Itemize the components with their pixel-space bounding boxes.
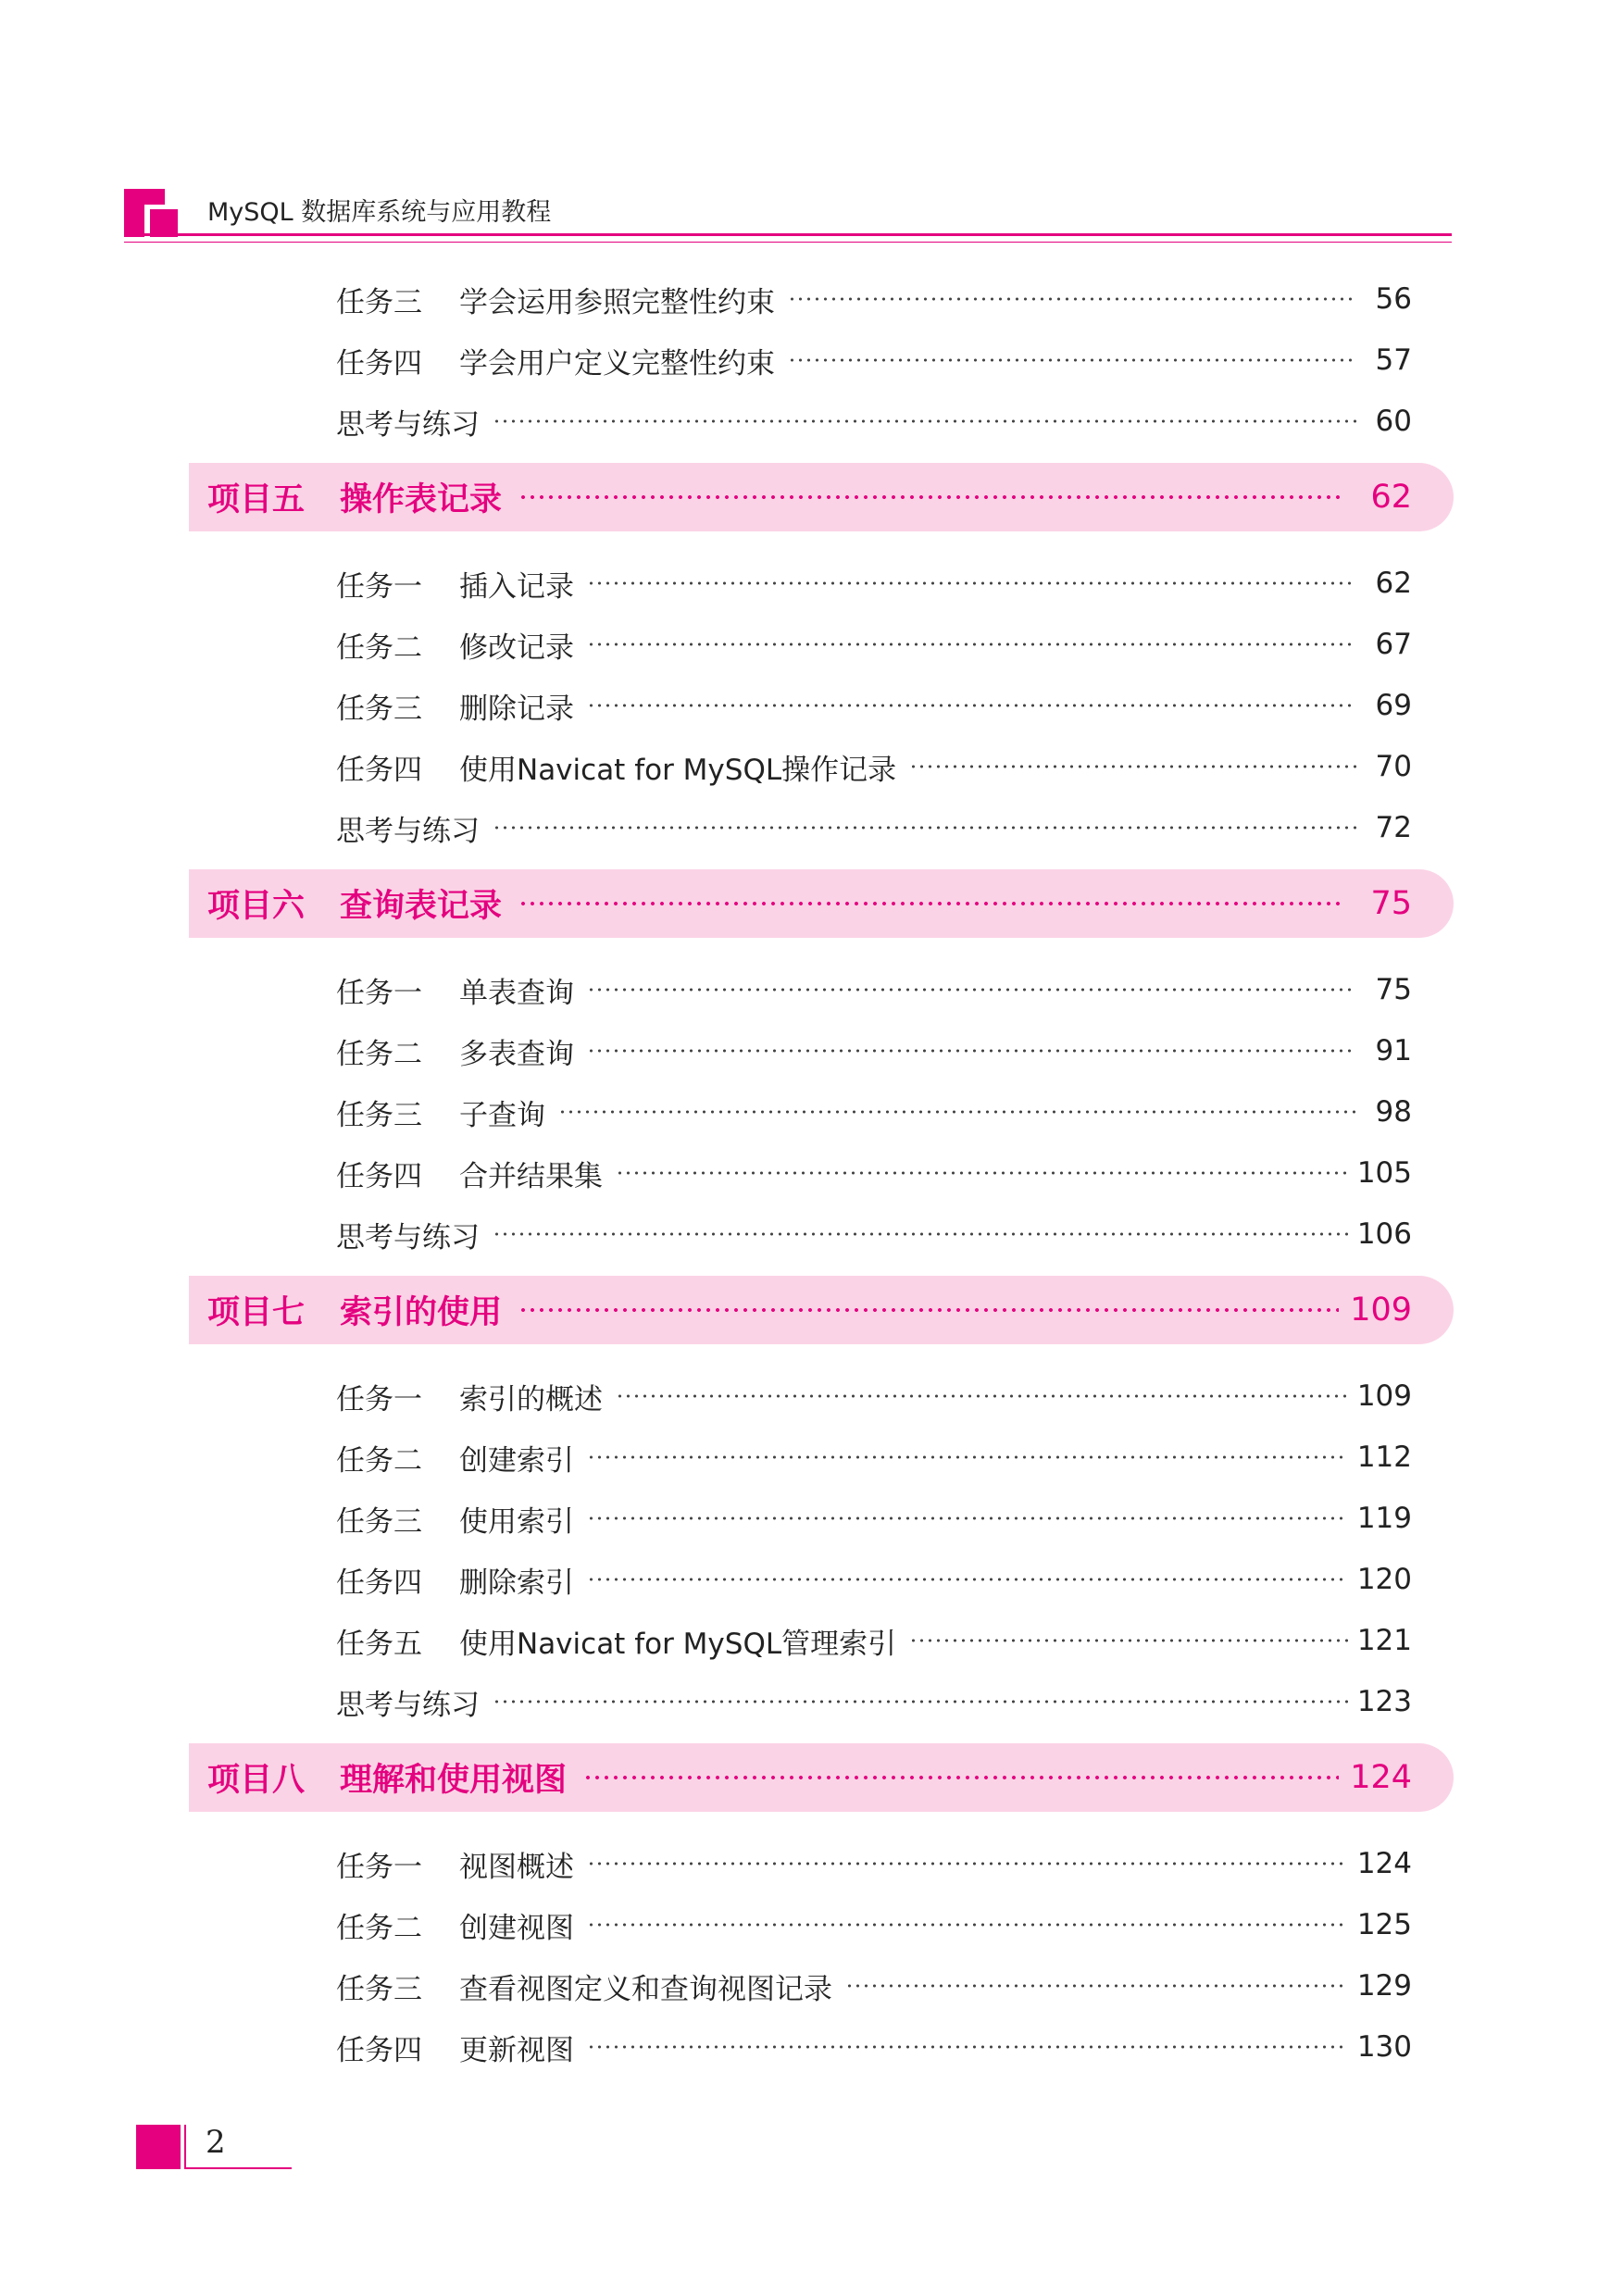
project-number: 项目五	[207, 481, 306, 518]
project-page: 109	[1350, 1292, 1412, 1329]
toc-entry-title: 使用Navicat for MySQL操作记录	[459, 753, 897, 787]
toc-entry-number: 任务一	[336, 569, 422, 604]
toc-entry[interactable]	[336, 1032, 1412, 1069]
toc-entry-number: 任务一	[336, 1382, 422, 1416]
toc-entry-title: 合并结果集	[459, 1159, 603, 1193]
toc-entry-page: 60	[1375, 405, 1412, 438]
project-number: 项目八	[207, 1762, 306, 1799]
toc-entry-title: 思考与练习	[336, 814, 480, 848]
toc-entry-page: 91	[1375, 1034, 1412, 1067]
toc-entry-title: 多表查询	[459, 1037, 574, 1071]
toc-entry-page: 62	[1375, 567, 1412, 600]
dot-leader	[845, 1983, 1348, 1989]
toc-entry-title: 使用Navicat for MySQL管理索引	[459, 1627, 897, 1661]
dot-leader	[587, 1861, 1348, 1866]
dot-leader	[587, 2044, 1348, 2050]
toc-entry-page: 67	[1375, 628, 1412, 661]
toc-entry-number: 任务二	[336, 1443, 422, 1478]
toc-entry[interactable]	[336, 1154, 1412, 1192]
toc-entry-title: 删除记录	[459, 692, 574, 726]
toc-entry[interactable]	[336, 281, 1412, 318]
toc-entry[interactable]	[336, 971, 1412, 1008]
toc-entry[interactable]	[336, 1500, 1412, 1537]
toc-entry-number: 任务三	[336, 285, 422, 319]
dot-leader	[493, 1699, 1348, 1704]
dot-leader	[616, 1393, 1348, 1399]
toc-entry-number: 任务四	[336, 346, 422, 381]
dot-leader	[558, 1109, 1356, 1115]
dot-leader	[587, 1516, 1348, 1521]
toc-entry-title: 思考与练习	[336, 407, 480, 442]
toc-entry-title: 查看视图定义和查询视图记录	[459, 1972, 832, 2006]
project-title: 操作表记录	[340, 481, 503, 518]
dot-leader	[583, 1775, 1339, 1780]
toc-entry-title: 学会用户定义完整性约束	[459, 346, 775, 381]
toc-entry-page: 124	[1356, 1847, 1412, 1880]
toc-entry-number: 任务一	[336, 1850, 422, 1884]
toc-entry-page: 125	[1356, 1908, 1412, 1941]
toc-entry-page: 119	[1356, 1502, 1412, 1535]
dot-leader	[587, 1454, 1348, 1460]
project-page: 75	[1370, 885, 1412, 922]
toc-entry-title: 学会运用参照完整性约束	[459, 285, 775, 319]
toc-entry-page: 72	[1375, 811, 1412, 844]
dot-leader	[493, 418, 1356, 424]
toc-entry[interactable]	[336, 1845, 1412, 1882]
toc-entry-title: 修改记录	[459, 630, 574, 665]
toc-entry[interactable]	[336, 626, 1412, 663]
toc-entry[interactable]	[336, 1561, 1412, 1598]
toc-entry-page: 130	[1356, 2030, 1412, 2064]
toc-entry-page: 121	[1356, 1624, 1412, 1657]
dot-leader	[616, 1170, 1348, 1176]
dot-leader	[788, 357, 1356, 363]
dot-leader	[909, 764, 1356, 769]
toc-entry-title: 思考与练习	[336, 1688, 480, 1722]
toc-entry-title: 子查询	[459, 1098, 545, 1132]
toc-entry-number: 任务四	[336, 1159, 422, 1193]
toc-entry-number: 任务三	[336, 1972, 422, 2006]
toc-entry-number: 任务五	[336, 1627, 422, 1661]
toc-entry-page: 98	[1375, 1095, 1412, 1129]
header-rule-thin	[124, 242, 1452, 243]
toc-entry-title: 索引的概述	[459, 1382, 603, 1416]
toc-entry-exercises[interactable]	[336, 1683, 1412, 1720]
toc-entry-page: 70	[1375, 750, 1412, 783]
running-header-title: MySQL 数据库系统与应用教程	[207, 198, 552, 227]
project-page: 124	[1350, 1759, 1412, 1796]
toc-entry[interactable]	[336, 565, 1412, 602]
toc-entry[interactable]	[336, 687, 1412, 724]
toc-entry-page: 109	[1356, 1379, 1412, 1413]
toc-entry-number: 任务三	[336, 692, 422, 726]
page-number: 2	[206, 2124, 226, 2161]
toc-entry-page: 75	[1375, 973, 1412, 1006]
dot-leader	[518, 494, 1345, 500]
toc-entry-number: 任务二	[336, 1037, 422, 1071]
footer-page-block	[136, 2125, 181, 2169]
header-rule	[124, 233, 1452, 236]
toc-entry-number: 任务二	[336, 1911, 422, 1945]
toc-entry-number: 任务二	[336, 630, 422, 665]
toc-entry-page: 56	[1375, 282, 1412, 316]
project-number: 项目七	[207, 1294, 306, 1331]
toc-entry-number: 任务四	[336, 753, 422, 787]
toc-entry-title: 创建视图	[459, 1911, 574, 1945]
footer-rule	[184, 2167, 292, 2169]
dot-leader	[587, 703, 1356, 708]
toc-entry-page: 112	[1356, 1441, 1412, 1474]
toc-entry-page: 129	[1356, 1969, 1412, 2003]
project-title: 索引的使用	[340, 1294, 503, 1331]
toc-entry-title: 单表查询	[459, 976, 574, 1010]
dot-leader	[587, 1577, 1348, 1582]
toc-project-heading[interactable]	[189, 1276, 1454, 1344]
toc-entry-page: 57	[1375, 343, 1412, 377]
dot-leader	[493, 825, 1356, 830]
toc-entry-exercises[interactable]	[336, 809, 1412, 846]
toc-entry-page: 123	[1356, 1685, 1412, 1718]
toc-entry[interactable]	[336, 1439, 1412, 1476]
toc-entry-page: 69	[1375, 689, 1412, 722]
toc-entry-exercises[interactable]	[336, 1216, 1412, 1253]
toc-entry-number: 任务一	[336, 976, 422, 1010]
toc-entry-title: 思考与练习	[336, 1220, 480, 1254]
toc-entry-title: 插入记录	[459, 569, 574, 604]
toc-entry-title: 视图概述	[459, 1850, 574, 1884]
toc-entry-page: 105	[1356, 1156, 1412, 1190]
toc-entry-number: 任务三	[336, 1504, 422, 1539]
dot-leader	[587, 642, 1356, 647]
toc-entry-page: 120	[1356, 1563, 1412, 1596]
toc-entry-title: 创建索引	[459, 1443, 574, 1478]
toc-entry[interactable]	[336, 1906, 1412, 1943]
dot-leader	[587, 987, 1356, 992]
toc-entry-page: 106	[1356, 1217, 1412, 1251]
toc-project-heading[interactable]	[189, 1743, 1454, 1812]
dot-leader	[518, 1307, 1339, 1313]
toc-entry-title: 更新视图	[459, 2033, 574, 2067]
toc-entry[interactable]	[336, 2028, 1412, 2065]
project-page: 62	[1370, 479, 1412, 516]
toc-entry-number: 任务四	[336, 2033, 422, 2067]
project-title: 查询表记录	[340, 888, 503, 925]
toc-entry[interactable]	[336, 748, 1412, 785]
dot-leader	[587, 580, 1356, 586]
toc-entry[interactable]	[336, 342, 1412, 379]
toc-entry-title: 删除索引	[459, 1566, 574, 1600]
dot-leader	[587, 1922, 1348, 1928]
dot-leader	[788, 296, 1356, 302]
toc-entry-number: 任务四	[336, 1566, 422, 1600]
toc-project-heading[interactable]	[189, 869, 1454, 938]
toc-entry[interactable]	[336, 1093, 1412, 1130]
toc-entry[interactable]	[336, 1622, 1412, 1659]
toc-project-heading[interactable]	[189, 463, 1454, 531]
footer-rule-vertical	[184, 2125, 186, 2169]
dot-leader	[518, 901, 1345, 906]
toc-entry-exercises[interactable]	[336, 403, 1412, 440]
project-title: 理解和使用视图	[340, 1762, 568, 1799]
toc-entry[interactable]	[336, 1378, 1412, 1415]
toc-entry[interactable]	[336, 1967, 1412, 2004]
dot-leader	[587, 1048, 1356, 1054]
project-number: 项目六	[207, 888, 306, 925]
dot-leader	[909, 1638, 1348, 1643]
toc-entry-title: 使用索引	[459, 1504, 574, 1539]
dot-leader	[493, 1231, 1348, 1237]
toc-entry-number: 任务三	[336, 1098, 422, 1132]
